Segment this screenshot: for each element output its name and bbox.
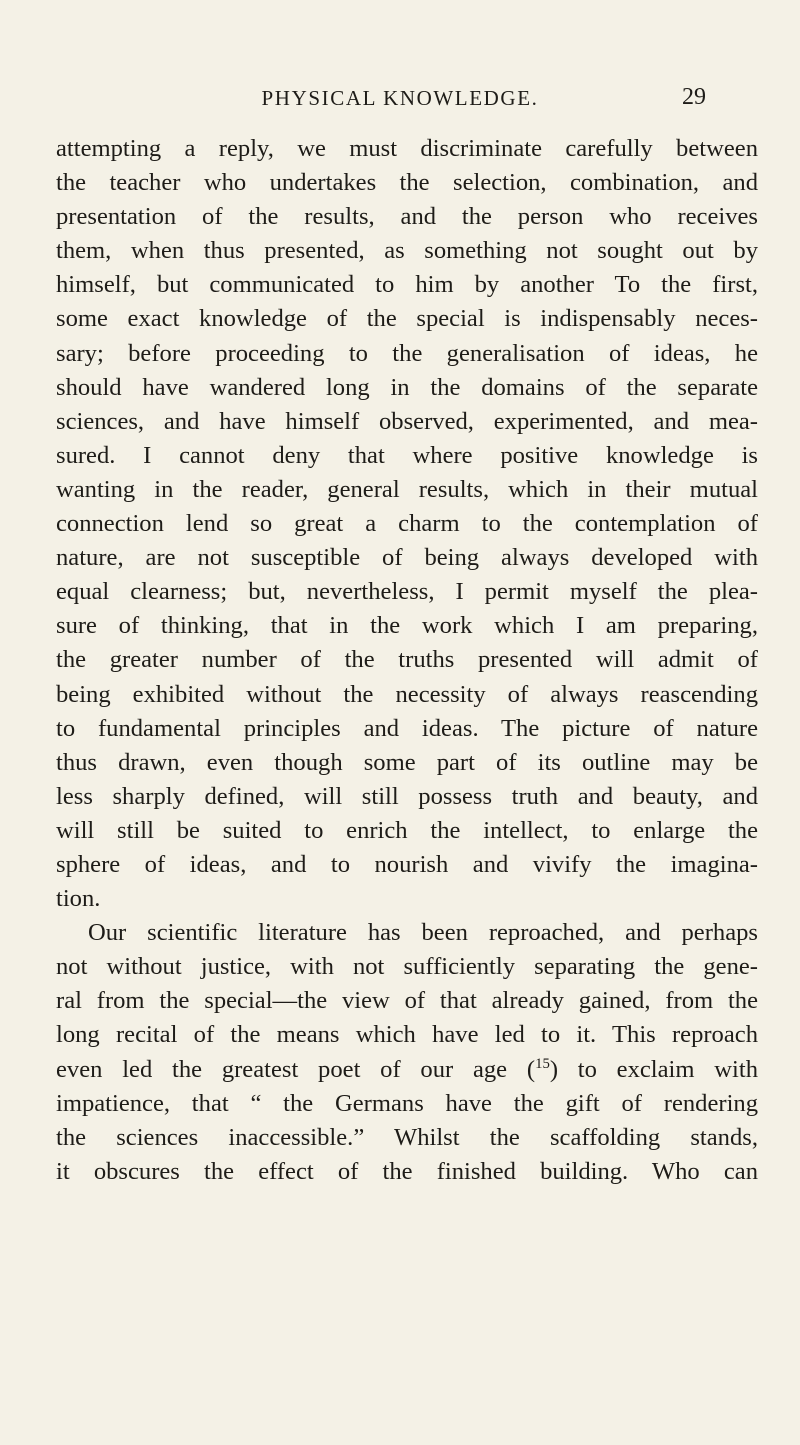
running-header [0,86,800,116]
running-title: PHYSICAL KNOWLEDGE. [261,86,539,110]
text-line: sure of thinking, that in the work which I am preparing, [56,612,758,640]
text-line: sured. I cannot deny that where positive knowledge is [56,441,758,469]
text-line: not without justice, with not sufficiently separating the gene- [56,953,758,981]
footnote-ref: 15 [535,1055,550,1072]
body-text [56,132,758,1189]
text-line: long recital of the means which have led to it. This reproach [56,1021,758,1049]
text-line: it obscures the effect of the finished building. Who can [56,1157,758,1185]
text-line: the teacher who undertakes the selection, combination, and [56,169,758,197]
text-line: sciences, and have himself observed, experimented, and mea- [56,407,758,435]
text-line: presentation of the results, and the person who receives [56,203,758,231]
text-line: should have wandered long in the domains of the separate [56,373,758,401]
text-segment: ) to exclaim with [549,1055,758,1083]
text-line: less sharply defined, will still possess truth and beauty, and [56,782,758,810]
text-line: wanting in the reader, general results, which in their mutual [56,475,758,503]
text-line-paragraph-end: tion. [56,885,101,913]
text-line: himself, but communicated to him by another To the first, [56,271,758,299]
text-line-with-footnote [56,1053,758,1087]
text-line: to fundamental principles and ideas. The picture of nature [56,714,758,742]
text-line: being exhibited without the necessity of always reascending [56,680,758,708]
text-line: will still be suited to enrich the intellect, to enlarge the [56,816,758,844]
text-line: connection lend so great a charm to the contemplation of [56,510,758,538]
text-line: the sciences inaccessible.” Whilst the scaffolding stands, [56,1123,758,1151]
text-line: equal clearness; but, nevertheless, I permit myself the plea- [56,578,758,606]
text-line: the greater number of the truths presented will admit of [56,646,758,674]
text-line: thus drawn, even though some part of its outline may be [56,748,758,776]
text-line: sary; before proceeding to the generalisation of ideas, he [56,339,758,367]
text-line: some exact knowledge of the special is indispensably neces- [56,305,758,333]
text-line: them, when thus presented, as something not sought out by [56,237,758,265]
text-line: attempting a reply, we must discriminate carefully between [56,135,758,162]
text-line: impatience, that “ the Germans have the gift of rendering [56,1089,758,1117]
text-line-paragraph-start: Our scientific literature has been reproached, and perhaps [88,919,758,947]
text-segment: even led the greatest poet of our age ( [56,1055,536,1083]
page-number: 29 [682,84,706,110]
text-line: nature, are not susceptible of being always developed with [56,544,758,572]
text-line: sphere of ideas, and to nourish and vivify the imagina- [56,850,758,878]
text-line: ral from the special—the view of that already gained, from the [56,987,758,1015]
